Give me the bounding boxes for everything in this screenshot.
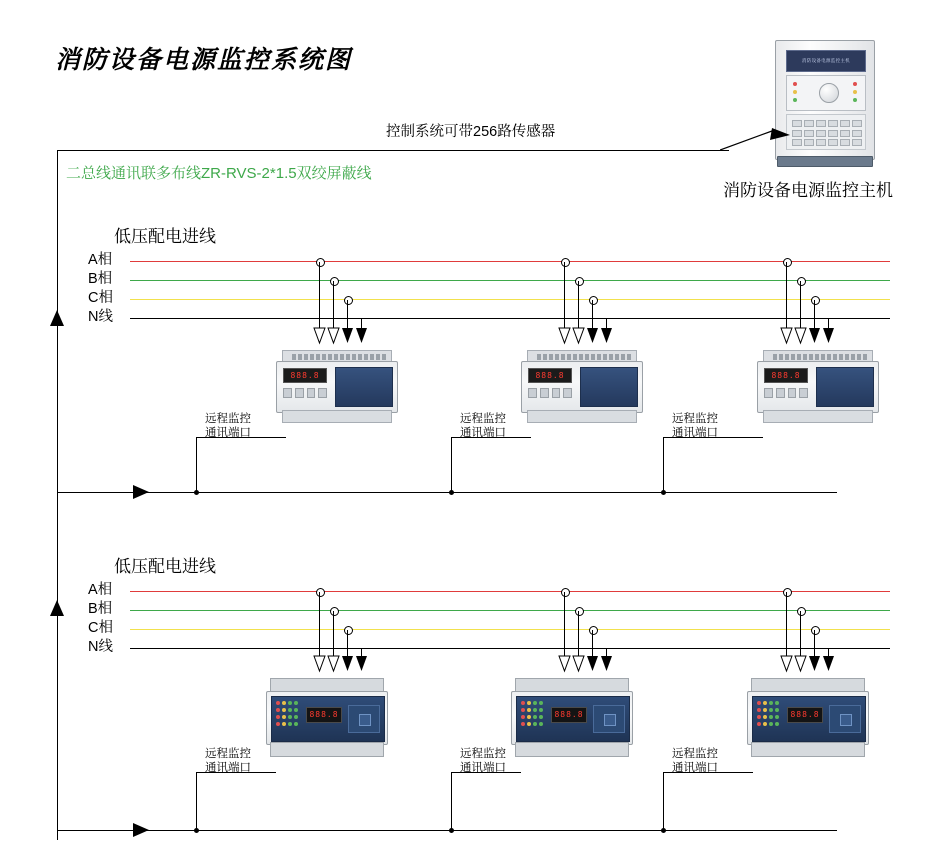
device-terminals — [537, 354, 637, 360]
bus-trunk-to-host — [720, 128, 790, 164]
device-key-icon — [359, 714, 371, 726]
device-front-panel — [816, 367, 874, 407]
host-key-icon — [840, 130, 850, 137]
group-1-phase-a-label: A相 — [88, 252, 113, 268]
group-1-dev-3-drop-line — [663, 437, 664, 493]
device-display-value: 888.8 — [290, 371, 320, 380]
group-1-dev-1-leads — [310, 258, 372, 350]
group-1-dev-1-junction-dot — [194, 490, 199, 495]
device-display-value: 888.8 — [309, 710, 339, 719]
device-front-panel — [516, 696, 630, 742]
device-terminal-strip-bottom — [515, 742, 629, 757]
group-2-dev-1-leads — [310, 588, 372, 680]
host-key-icon — [828, 139, 838, 146]
group-2-dev-2-port-label: 远程监控 通讯端口 — [460, 748, 506, 774]
device-key-icon — [318, 388, 327, 398]
device-led-array — [276, 701, 302, 737]
host-keypad — [786, 114, 866, 150]
group-2-phase-b-label: B相 — [88, 601, 113, 617]
host-led-fault-icon — [793, 90, 797, 94]
group-2-dev-2-junction-dot — [449, 828, 454, 833]
bus-arrow-up-icon — [50, 310, 64, 326]
group-1-device-2 — [521, 350, 641, 422]
host-key-icon — [792, 139, 802, 146]
bus-arrow-right-icon — [133, 485, 149, 499]
device-key-icon — [295, 388, 304, 398]
host-key-icon — [804, 130, 814, 137]
group-2-phase-a-label: A相 — [88, 582, 113, 598]
host-caption: 消防设备电源监控主机 — [723, 181, 893, 200]
host-knob-icon — [819, 83, 839, 103]
device-display — [528, 368, 572, 383]
host-key-icon — [828, 130, 838, 137]
host-key-icon — [828, 120, 838, 127]
device-led-array — [757, 701, 783, 737]
device-front-panel — [580, 367, 638, 407]
device-display-value: 888.8 — [554, 710, 584, 719]
group-2-dev-3-leads — [777, 588, 839, 680]
device-keypad — [829, 705, 861, 733]
group-1-dev-3-junction-dot — [661, 490, 666, 495]
group-1-phase-c-line — [130, 299, 890, 300]
group-2-dev-3-port-line — [663, 772, 753, 773]
bus-trunk-line — [57, 150, 729, 151]
device-key-icon — [799, 388, 808, 398]
bus-left-vertical — [57, 150, 58, 840]
host-key-icon — [852, 120, 862, 127]
device-display — [306, 707, 342, 723]
device-key-icon — [840, 714, 852, 726]
bus-capacity-label: 控制系统可带256路传感器 — [386, 124, 556, 140]
device-terminal-strip-bottom — [282, 410, 392, 423]
host-screen-text: 消防设备电源监控主机 — [802, 58, 850, 63]
group-2-device-1 — [266, 678, 386, 756]
device-terminal-strip-bottom — [751, 742, 865, 757]
host-control-area — [786, 75, 866, 111]
group-2-dev-2-port-line — [451, 772, 521, 773]
device-keypad — [348, 705, 380, 733]
device-key-icon — [307, 388, 316, 398]
group-2-dev-1-junction-dot — [194, 828, 199, 833]
host-led-alarm-icon — [793, 82, 797, 86]
bus-cable-label: 二总线通讯联多布线ZR-RVS-2*1.5双绞屏蔽线 — [66, 165, 372, 182]
group-2-device-3 — [747, 678, 867, 756]
group-1-phase-n-label: N线 — [88, 309, 113, 325]
host-led-power-icon — [793, 98, 797, 102]
host-key-icon — [792, 130, 802, 137]
device-terminal-strip-bottom — [527, 410, 637, 423]
group-1-incoming-label: 低压配电进线 — [114, 227, 216, 246]
device-display-value: 888.8 — [790, 710, 820, 719]
group-2-dev-1-port-label: 远程监控 通讯端口 — [205, 748, 251, 774]
host-key-icon — [816, 139, 826, 146]
group-1-dev-1-drop-line — [196, 437, 197, 493]
device-front-panel — [335, 367, 393, 407]
host-enclosure — [775, 40, 875, 160]
host-key-icon — [816, 130, 826, 137]
group-1-return-bus — [57, 492, 837, 493]
device-body — [757, 361, 879, 413]
device-key-icon — [528, 388, 537, 398]
group-1-dev-1-port-label: 远程监控 通讯端口 — [205, 413, 251, 439]
group-2-phase-n-line — [130, 648, 890, 649]
host-base — [777, 156, 873, 167]
device-body — [276, 361, 398, 413]
device-key-icon — [552, 388, 561, 398]
host-led-alarm2-icon — [853, 82, 857, 86]
group-1-dev-2-drop-line — [451, 437, 452, 493]
group-1-device-3 — [757, 350, 877, 422]
device-display — [764, 368, 808, 383]
host-key-icon — [792, 120, 802, 127]
group-2-phase-c-line — [130, 629, 890, 630]
group-2-phase-a-line — [130, 591, 890, 592]
device-body — [521, 361, 643, 413]
group-1-dev-2-port-label: 远程监控 通讯端口 — [460, 413, 506, 439]
device-keypad — [593, 705, 625, 733]
bus-arrow-up-icon — [50, 600, 64, 616]
host-key-icon — [804, 139, 814, 146]
host-key-icon — [852, 130, 862, 137]
device-key-icon — [283, 388, 292, 398]
device-keypad — [283, 388, 327, 396]
device-body — [511, 691, 633, 745]
device-front-panel — [271, 696, 385, 742]
group-2-incoming-label: 低压配电进线 — [114, 557, 216, 576]
host-key-icon — [816, 120, 826, 127]
bus-arrow-right-icon — [133, 823, 149, 837]
group-1-device-1 — [276, 350, 396, 422]
group-1-phase-c-label: C相 — [88, 290, 113, 306]
group-1-dev-3-port-line — [663, 437, 763, 438]
host-screen — [786, 50, 866, 72]
device-display — [283, 368, 327, 383]
page-title: 消防设备电源监控系统图 — [55, 45, 353, 74]
device-terminal-strip-bottom — [270, 742, 384, 757]
device-key-icon — [764, 388, 773, 398]
group-2-dev-3-port-label: 远程监控 通讯端口 — [672, 748, 718, 774]
host-key-icon — [852, 139, 862, 146]
group-2-dev-2-leads — [555, 588, 617, 680]
group-1-phase-n-line — [130, 318, 890, 319]
device-body — [266, 691, 388, 745]
group-2-dev-1-port-line — [196, 772, 276, 773]
device-terminals — [292, 354, 392, 360]
group-1-dev-2-port-line — [451, 437, 531, 438]
host-key-icon — [840, 120, 850, 127]
device-keypad — [764, 388, 808, 396]
device-display-value: 888.8 — [535, 371, 565, 380]
group-2-phase-n-label: N线 — [88, 639, 113, 655]
device-display — [787, 707, 823, 723]
group-1-dev-3-leads — [777, 258, 839, 350]
group-2-return-bus — [57, 830, 837, 831]
group-2-dev-1-drop-line — [196, 772, 197, 831]
host-led-power2-icon — [853, 98, 857, 102]
group-1-phase-b-label: B相 — [88, 271, 113, 287]
device-display-value: 888.8 — [771, 371, 801, 380]
group-1-dev-2-leads — [555, 258, 617, 350]
device-key-icon — [563, 388, 572, 398]
group-2-phase-c-label: C相 — [88, 620, 113, 636]
host-led-fault2-icon — [853, 90, 857, 94]
group-2-dev-3-junction-dot — [661, 828, 666, 833]
group-1-phase-a-line — [130, 261, 890, 262]
group-2-dev-2-drop-line — [451, 772, 452, 831]
host-key-icon — [840, 139, 850, 146]
group-2-phase-b-line — [130, 610, 890, 611]
group-2-dev-3-drop-line — [663, 772, 664, 831]
device-front-panel — [752, 696, 866, 742]
device-body — [747, 691, 869, 745]
device-terminal-strip-bottom — [763, 410, 873, 423]
device-key-icon — [540, 388, 549, 398]
device-terminals — [773, 354, 873, 360]
device-led-array — [521, 701, 547, 737]
device-keypad — [528, 388, 572, 396]
group-1-dev-1-port-line — [196, 437, 286, 438]
group-1-dev-2-junction-dot — [449, 490, 454, 495]
host-key-icon — [804, 120, 814, 127]
group-1-phase-b-line — [130, 280, 890, 281]
device-display — [551, 707, 587, 723]
device-key-icon — [788, 388, 797, 398]
device-key-icon — [776, 388, 785, 398]
group-1-dev-3-port-label: 远程监控 通讯端口 — [672, 413, 718, 439]
group-2-device-2 — [511, 678, 631, 756]
device-key-icon — [604, 714, 616, 726]
